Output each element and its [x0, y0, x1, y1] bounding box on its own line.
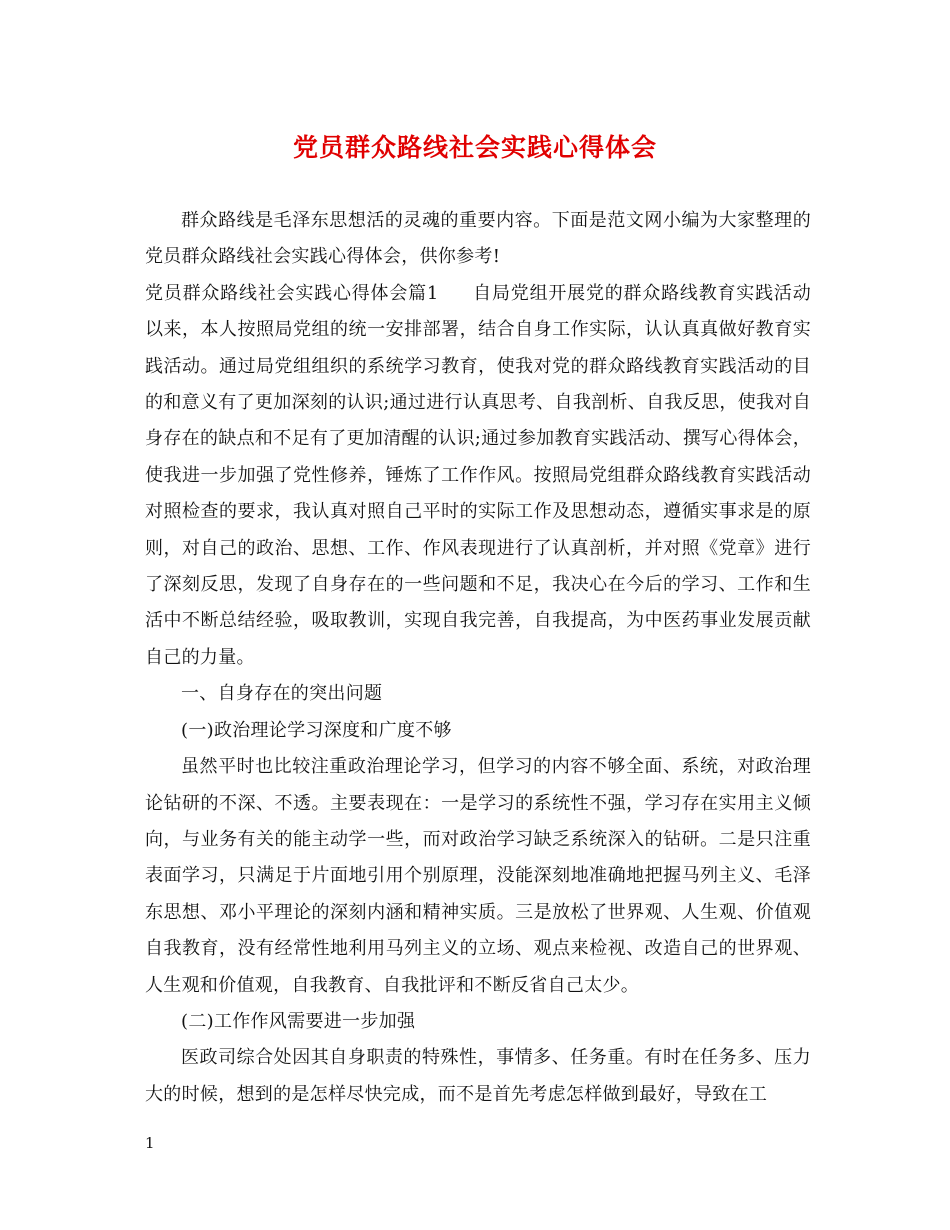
document-title: 党员群众路线社会实践心得体会: [292, 133, 657, 162]
body-paragraph-2: 医政司综合处因其自身职责的特殊性，事情多、任务重。有时在任务多、压力大的时候，想到的是怎样尽快完成，而不是首先考虑怎样做到最好，导致在工: [145, 1047, 811, 1105]
article-paragraph: [145, 276, 811, 676]
subsection-heading-1: (一)政治理论学习深度和广度不够: [181, 719, 452, 741]
article-body-text: 自局党组开展党的群众路线教育实践活动以来，本人按照局党组的统一安排部署，结合自身工作实际，认认真真做好教育实践活动。通过局党组组织的系统学习教育，使我对党的群众路线教育实践活动的目的和意义有了更加深刻的认识;通过进行认真思考、自我剖析、自我反思，使我对自身存在的缺点和不足有了更加清醒的认识;通过参加教育实践活动、撰写心得体会，使我进一步加强了党性修养，锤炼了工作作风。按照局党组群众路线教育实践活动对照检查的要求，我认真对照自己平时的实际工作及思想动态，遵循实事求是的原则，对自己的政治、思想、工作、作风表现进行了认真剖析，并对照《党章》进行了深刻反思，发现了自身存在的一些问题和不足，我决心在今后的学习、工作和生活中不断总结经验，吸取教训，实现自我完善，自我提高，为中医药事业发展贡献自己的力量。: [145, 282, 811, 668]
document-body: [145, 203, 811, 1113]
subsection-heading-2: (二)工作作风需要进一步加强: [181, 1010, 416, 1032]
intro-paragraph: 群众路线是毛泽东思想活的灵魂的重要内容。下面是范文网小编为大家整理的党员群众路线社会实践心得体会，供你参考!: [145, 210, 811, 268]
section-heading: 一、自身存在的突出问题: [181, 683, 383, 705]
page-number: 1: [145, 1134, 155, 1152]
body-paragraph-1: 虽然平时也比较注重政治理论学习，但学习的内容不够全面、系统，对政治理论钻研的不深、不透。主要表现在：一是学习的系统性不强，学习存在实用主义倾向，与业务有关的能主动学一些，而对政治学习缺乏系统深入的钻研。二是只注重表面学习，只满足于片面地引用个别原理，没能深刻地准确地把握马列主义、毛泽东思想、邓小平理论的深刻内涵和精神实质。三是放松了世界观、人生观、价值观自我教育，没有经常性地利用马列主义的立场、观点来检视、改造自己的世界观、人生观和价值观，自我教育、自我批评和不断反省自己太少。: [145, 756, 811, 996]
article-heading: 党员群众路线社会实践心得体会篇1: [145, 282, 439, 304]
